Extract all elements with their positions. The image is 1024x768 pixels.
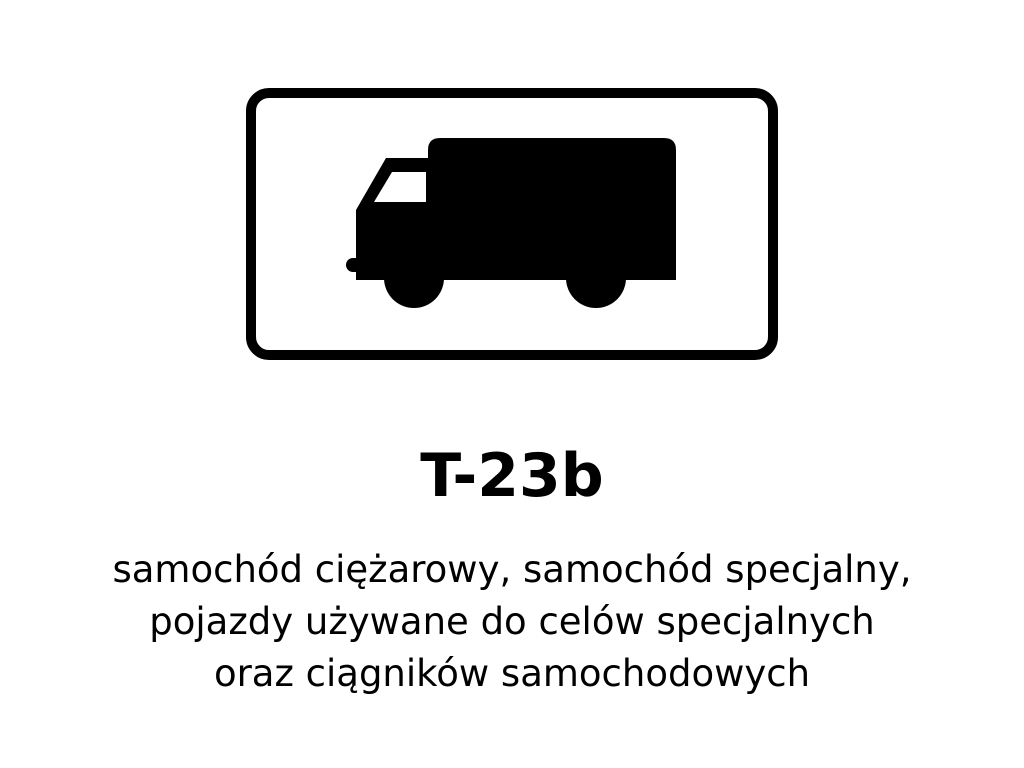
sign-code: T-23b (420, 441, 604, 511)
description-line: pojazdy używane do celów specjalnych (149, 600, 875, 643)
description-line: oraz ciągników samochodowych (213, 652, 811, 695)
sign-description (0, 544, 1024, 700)
sign-panel (246, 88, 778, 360)
sign-plate (246, 88, 778, 360)
description-line: samochód ciężarowy, samochód specjalny, (112, 548, 912, 591)
